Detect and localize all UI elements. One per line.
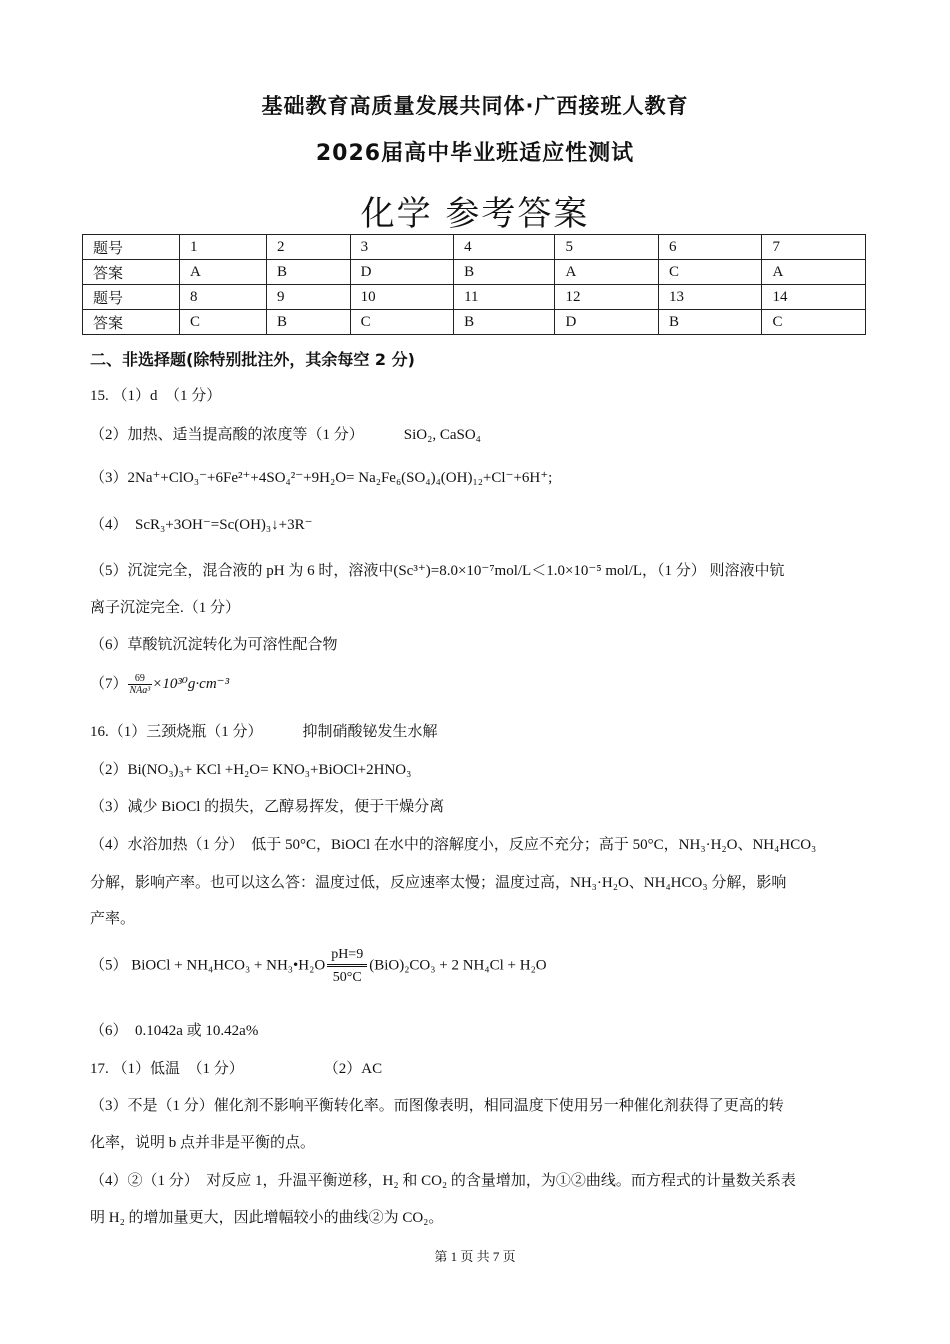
q16-part1 bbox=[90, 720, 438, 741]
table-cell: A bbox=[555, 260, 659, 285]
table-cell: 9 bbox=[266, 285, 350, 310]
equation-reactants: （5） BiOCl + NH₄HCO₃ + NH₃•H₂O bbox=[90, 957, 326, 974]
table-cell: B bbox=[454, 260, 555, 285]
row-label: 题号 bbox=[83, 285, 180, 310]
fraction-denominator: NAa³ bbox=[129, 685, 151, 697]
fraction-numerator: 69 bbox=[128, 673, 153, 685]
table-cell: 5 bbox=[555, 235, 659, 260]
table-cell: 3 bbox=[350, 235, 454, 260]
q17-part2-text: （2）AC bbox=[323, 1061, 383, 1077]
q16-part3: （3）减少 BiOCl 的损失，乙醇易挥发，便于干燥分离 bbox=[90, 799, 445, 815]
table-cell: D bbox=[555, 310, 659, 335]
q16-part5-equation bbox=[90, 946, 547, 986]
condition-ph: pH=9 bbox=[327, 946, 367, 967]
equation-products: (BiO)₂CO₃ + 2 NH₄Cl + H₂O bbox=[369, 957, 547, 974]
q15-part3: （3）2Na⁺+ClO₃⁻+6Fe²⁺+4SO₄²⁻+9H₂O= Na₂Fe₆(SO₄)₄(OH)₁₂+Cl⁻+6H⁺; bbox=[90, 470, 553, 486]
q17-part3-line1: （3）不是（1 分）催化剂不影响平衡转化率。而图像表明，相同温度下使用另一种催化剂获得了更高的转 bbox=[90, 1098, 784, 1114]
q17-part1 bbox=[90, 1057, 382, 1078]
q16-part4-line2: 分解，影响产率。也可以这么答：温度过低，反应速率太慢；温度过高，NH₃·H₂O、NH₄HCO₃ 分解，影响 bbox=[90, 875, 787, 891]
q17-part1-text: 17. （1）低温 （1 分） bbox=[90, 1061, 244, 1077]
reaction-condition bbox=[327, 946, 367, 986]
condition-temperature: 50°C bbox=[332, 970, 362, 985]
q15-part5-line2: 离子沉淀完全.（1 分） bbox=[90, 600, 241, 616]
q15-part2-residue: SiO₂, CaSO₄ bbox=[403, 427, 481, 443]
q17-part3-line2: 化率，说明 b 点并非是平衡的点。 bbox=[90, 1135, 316, 1151]
row-label: 题号 bbox=[83, 235, 180, 260]
table-row bbox=[83, 235, 866, 260]
page-footer: 第 1 页 共 7 页 bbox=[434, 1249, 516, 1264]
table-cell: B bbox=[454, 310, 555, 335]
table-cell: C bbox=[180, 310, 267, 335]
q17-part4-line1: （4）②（1 分） 对反应 1，升温平衡逆移，H₂ 和 CO₂ 的含量增加，为①②曲线。而方程式的计量数关系表 bbox=[90, 1173, 796, 1189]
table-cell: D bbox=[350, 260, 454, 285]
organization-title: 基础教育高质量发展共同体·广西接班人教育 bbox=[261, 94, 689, 118]
row-label: 答案 bbox=[83, 260, 180, 285]
q15-part7-label: （7） bbox=[90, 676, 128, 692]
table-cell: B bbox=[266, 260, 350, 285]
q15-part4: （4） ScR₃+3OH⁻=Sc(OH)₃↓+3R⁻ bbox=[90, 517, 313, 533]
q15-part7 bbox=[90, 672, 229, 696]
table-cell: 13 bbox=[658, 285, 762, 310]
q16-part2: （2）Bi(NO₃)₃+ KCl +H₂O= KNO₃+BiOCl+2HNO₃ bbox=[90, 762, 412, 778]
table-cell: 4 bbox=[454, 235, 555, 260]
table-row bbox=[83, 285, 866, 310]
q16-part1-text: 16.（1）三颈烧瓶（1 分） bbox=[90, 724, 263, 740]
q16-part1-answer: 抑制硝酸铋发生水解 bbox=[302, 724, 438, 740]
density-fraction bbox=[128, 673, 153, 696]
table-cell: C bbox=[762, 310, 866, 335]
table-row bbox=[83, 260, 866, 285]
table-cell: 12 bbox=[555, 285, 659, 310]
q16-part4-line1: （4）水浴加热（1 分） 低于 50°C，BiOCl 在水中的溶解度小，反应不充分；高于 50°C，NH₃·H₂O、NH₄HCO₃ bbox=[90, 837, 817, 853]
table-cell: C bbox=[350, 310, 454, 335]
table-cell: B bbox=[266, 310, 350, 335]
table-cell: B bbox=[658, 310, 762, 335]
table-cell: 11 bbox=[454, 285, 555, 310]
table-cell: 8 bbox=[180, 285, 267, 310]
table-cell: 10 bbox=[350, 285, 454, 310]
answer-key-title: 化学 参考答案 bbox=[360, 194, 590, 234]
table-cell: A bbox=[180, 260, 267, 285]
q16-part6: （6） 0.1042a 或 10.42a% bbox=[90, 1023, 259, 1039]
table-row bbox=[83, 310, 866, 335]
table-cell: 1 bbox=[180, 235, 267, 260]
q15-part6: （6）草酸钪沉淀转化为可溶性配合物 bbox=[90, 637, 338, 653]
table-cell: C bbox=[658, 260, 762, 285]
q15-part1: 15. （1）d （1 分） bbox=[90, 388, 222, 404]
section-heading: 二、非选择题(除特别批注外，其余每空 2 分) bbox=[90, 350, 415, 369]
table-cell: 7 bbox=[762, 235, 866, 260]
table-cell: 2 bbox=[266, 235, 350, 260]
table-cell: A bbox=[762, 260, 866, 285]
q17-part4-line2: 明 H₂ 的增加量更大，因此增幅较小的曲线②为 CO₂。 bbox=[90, 1210, 444, 1226]
q15-part5-line1: （5）沉淀完全，混合液的 pH 为 6 时，溶液中(Sc³⁺)=8.0×10⁻⁷mol/L＜1.0×10⁻⁵ mol/L，（1 分） 则溶液中钪 bbox=[90, 563, 785, 579]
answer-table bbox=[82, 234, 866, 335]
q16-part4-line3: 产率。 bbox=[90, 911, 136, 927]
row-label: 答案 bbox=[83, 310, 180, 335]
density-unit: ×10³⁰g·cm⁻³ bbox=[152, 676, 230, 692]
exam-title: 2026届高中毕业班适应性测试 bbox=[315, 141, 635, 166]
q15-part2-text: （2）加热、适当提高酸的浓度等（1 分） bbox=[90, 427, 364, 443]
table-cell: 14 bbox=[762, 285, 866, 310]
table-cell: 6 bbox=[658, 235, 762, 260]
q15-part2 bbox=[90, 423, 481, 444]
